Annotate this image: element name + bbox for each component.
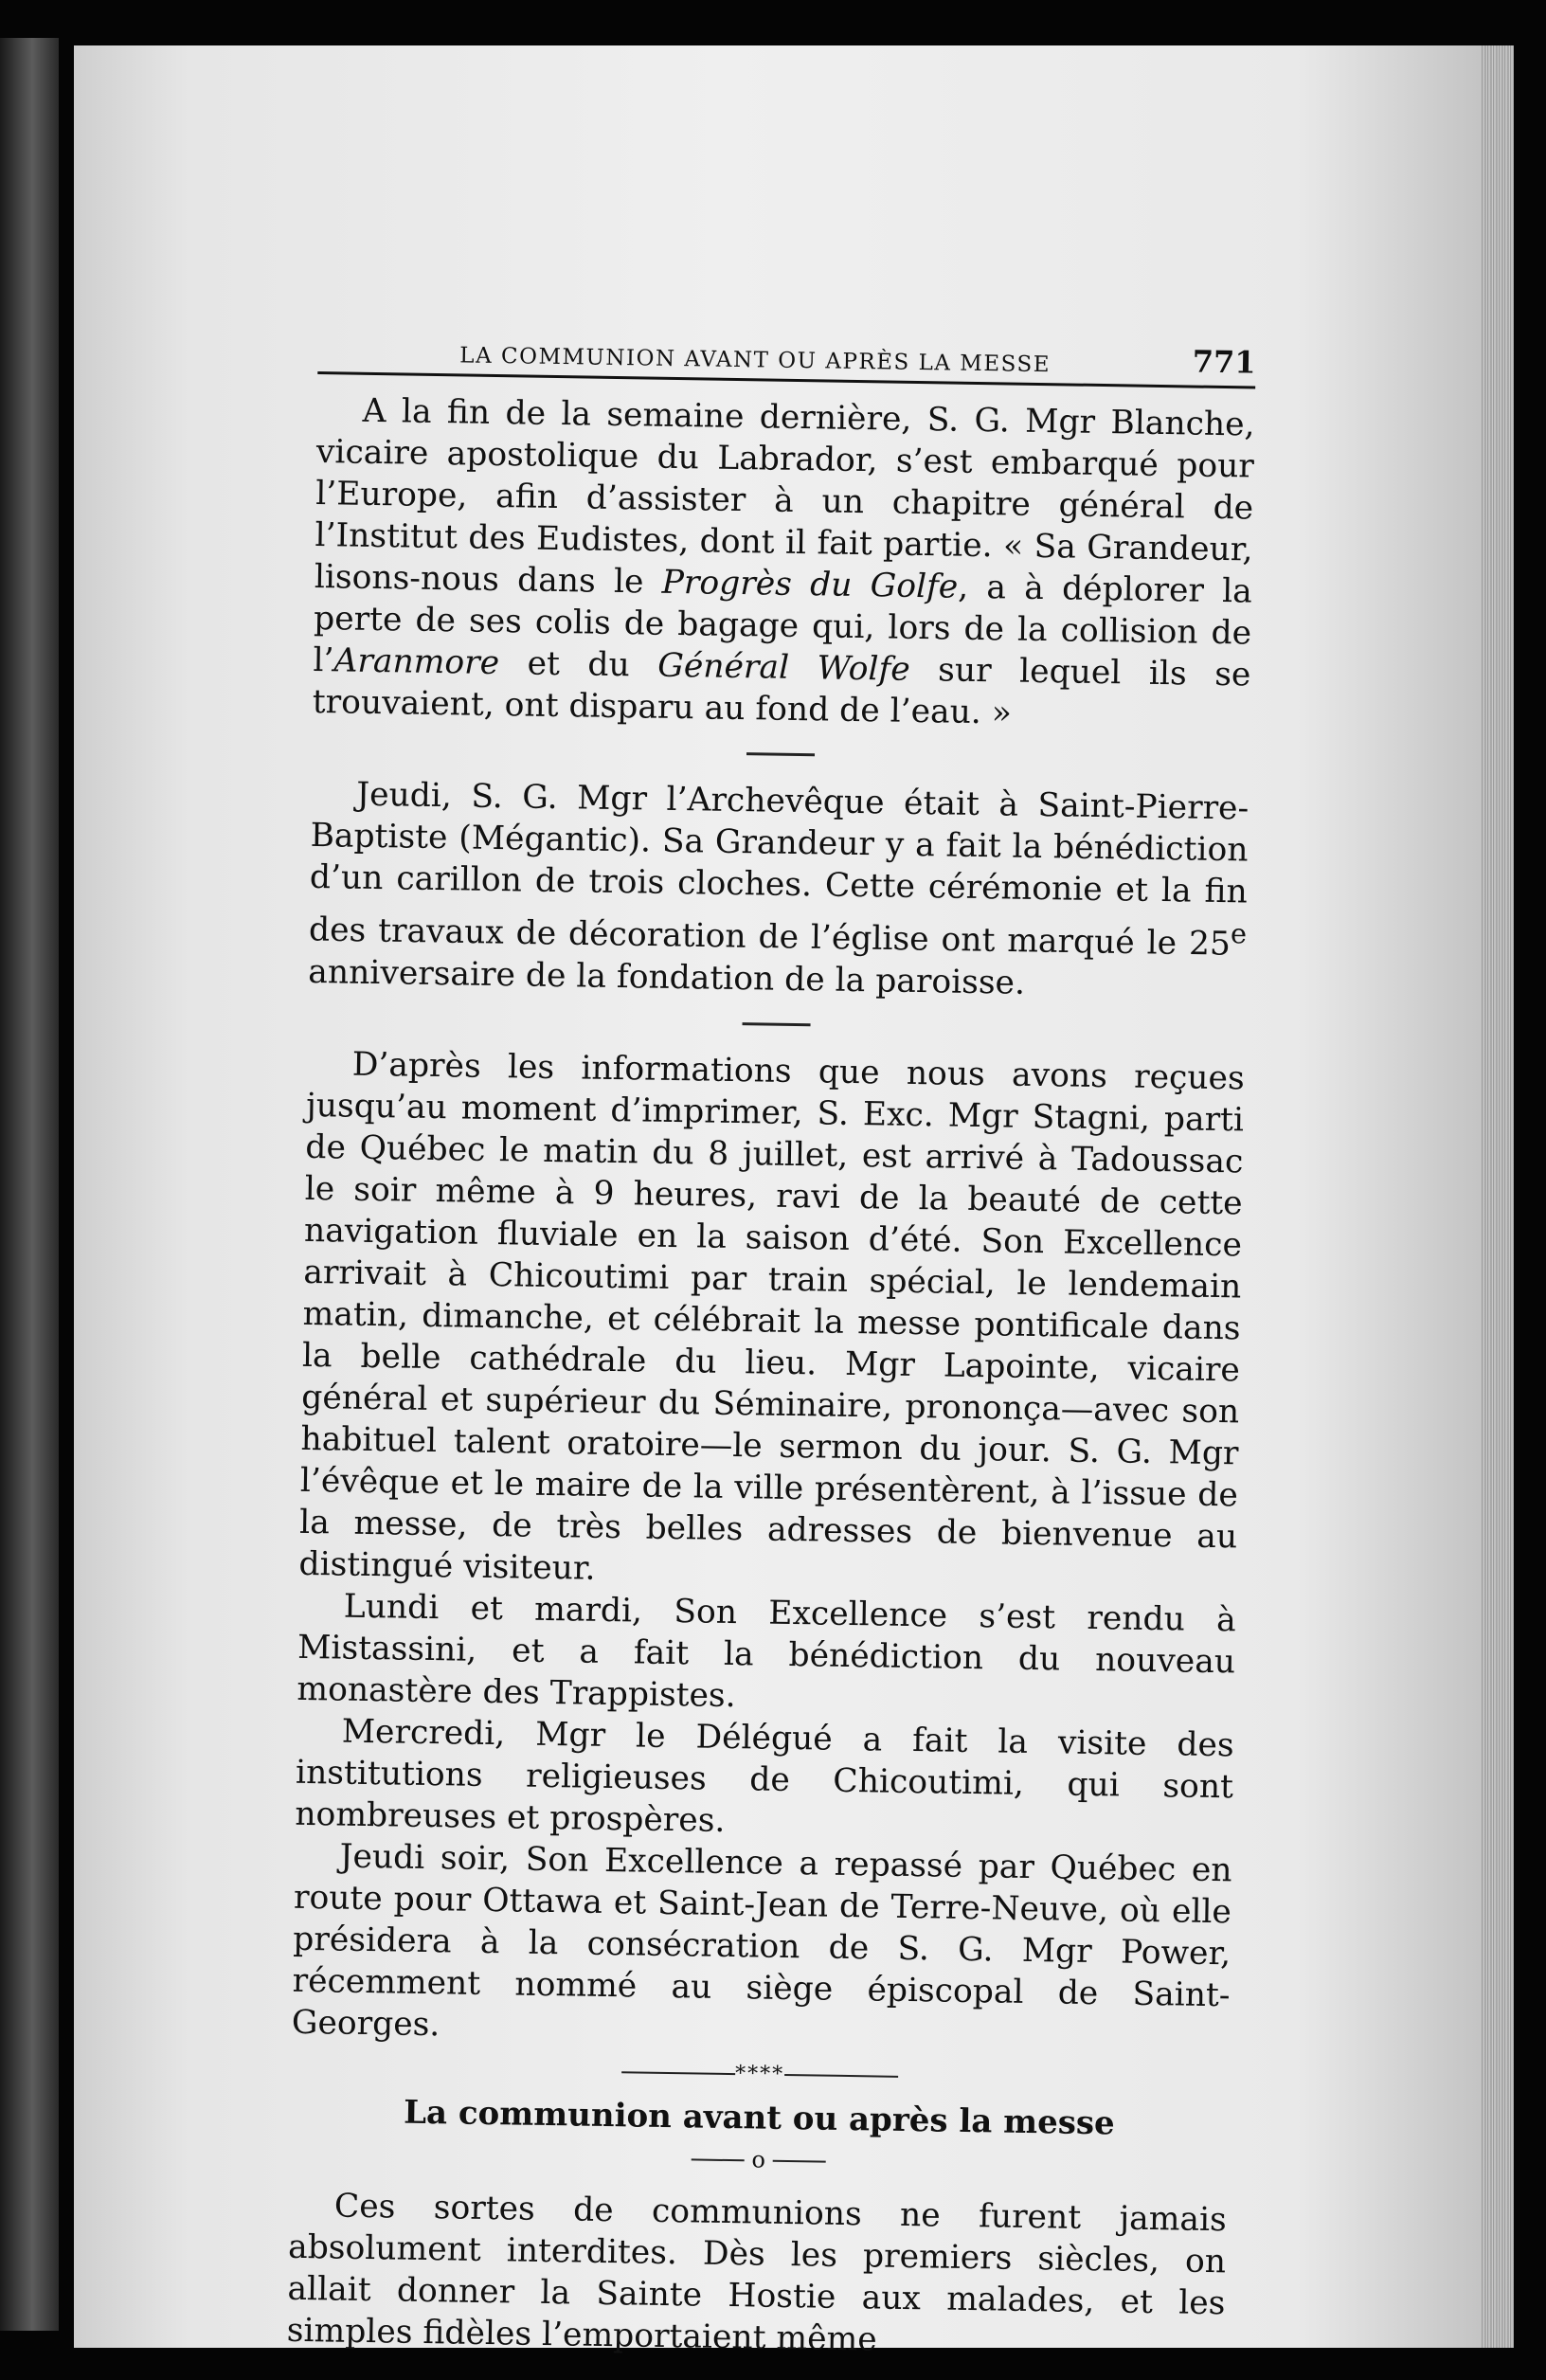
- page-stack-edges: [1482, 45, 1514, 2348]
- page-number: 771: [1192, 343, 1256, 381]
- paragraph-archeveque: Jeudi, S. G. Mgr l’Archevêque était à Saint-Pierre-Baptiste (Mégantic). Sa Grandeur y a fait la bénédiction d’un carillon de trois cloches. Cette cérémonie et la fin des travaux de décoration de l’église ont marqué le 25e anniversaire de la fondation de la paroisse.: [308, 775, 1249, 1002]
- page-content: [286, 330, 1255, 2366]
- paragraph-communions: Ces sortes de communions ne furent jamais absolument interdites. Dès les premiers siècles, on allait donner la Sainte Hostie aux malades, et les simples fidèles l’emportaient même: [286, 2187, 1228, 2359]
- separator-rule: [746, 752, 815, 756]
- book-page: [74, 45, 1514, 2359]
- section-title: La communion avant ou après la messe: [403, 2093, 1115, 2142]
- ornament-separator: o: [290, 2138, 1228, 2180]
- paragraph-quebec: Jeudi soir, Son Excellence a repassé par Québec en route pour Ottawa et Saint-Jean de Terre-Neuve, où elle présidera à la consécration de S. G. Mgr Power, récemment nommé au siège épiscopal de Saint-Georges.: [291, 1837, 1232, 2044]
- paragraph-delegue: Mercredi, Mgr le Délégué a fait la visite des institutions religieuses de Chicoutimi, qui sont nombreuses et prospères.: [295, 1712, 1234, 1840]
- separator-rule: [743, 1022, 811, 1026]
- running-title: LA COMMUNION AVANT OU APRÈS LA MESSE: [459, 343, 1052, 378]
- paragraph-mistassini: Lundi et mardi, Son Excellence s’est rendu à Mistassini, et a fait la bénédiction du nouveau monastère des Trappistes.: [297, 1587, 1237, 1715]
- paragraph-blanche: A la fin de la semaine dernière, S. G. Mgr Blanche, vicaire apostolique du Labrador, s’est embarqué pour l’Europe, afin d’assister à un chapitre général de l’Institut des Eudistes, dont il fait partie. « Sa Grandeur, lisons-nous dans le Progrès du Golfe, a à déplorer la perte de ses colis de bagage qui, lors de la collision de l’Aranmore et du Général Wolfe sur lequel ils se trouvaient, ont disparu au fond de l’eau. »: [312, 391, 1255, 732]
- paragraph-stagni: D’après les informations que nous avons reçues jusqu’au moment d’imprimer, S. Exc. Mgr Stagni, parti de Québec le matin du 8 juillet, est arrivé à Tadoussac le soir même à 9 heures, ravi de la beauté de cette navigation fluviale en la saison d’été. Son Excellence arrivait à Chicoutimi par train spécial, le lendemain matin, dimanche, et célébrait la messe pontificale dans la belle cathédrale du lieu. Mgr Lapointe, vicaire général et supérieur du Séminaire, prononça—avec son habituel talent oratoire—le sermon du jour. S. G. Mgr l’évêque et le maire de la ville présentèrent, à l’issue de la messe, de très belles adresses de bienvenue au distingué visiteur.: [298, 1045, 1246, 1588]
- running-header: [317, 330, 1256, 389]
- adjacent-page-edge: [0, 38, 59, 2331]
- star-separator: ****: [291, 2054, 1229, 2093]
